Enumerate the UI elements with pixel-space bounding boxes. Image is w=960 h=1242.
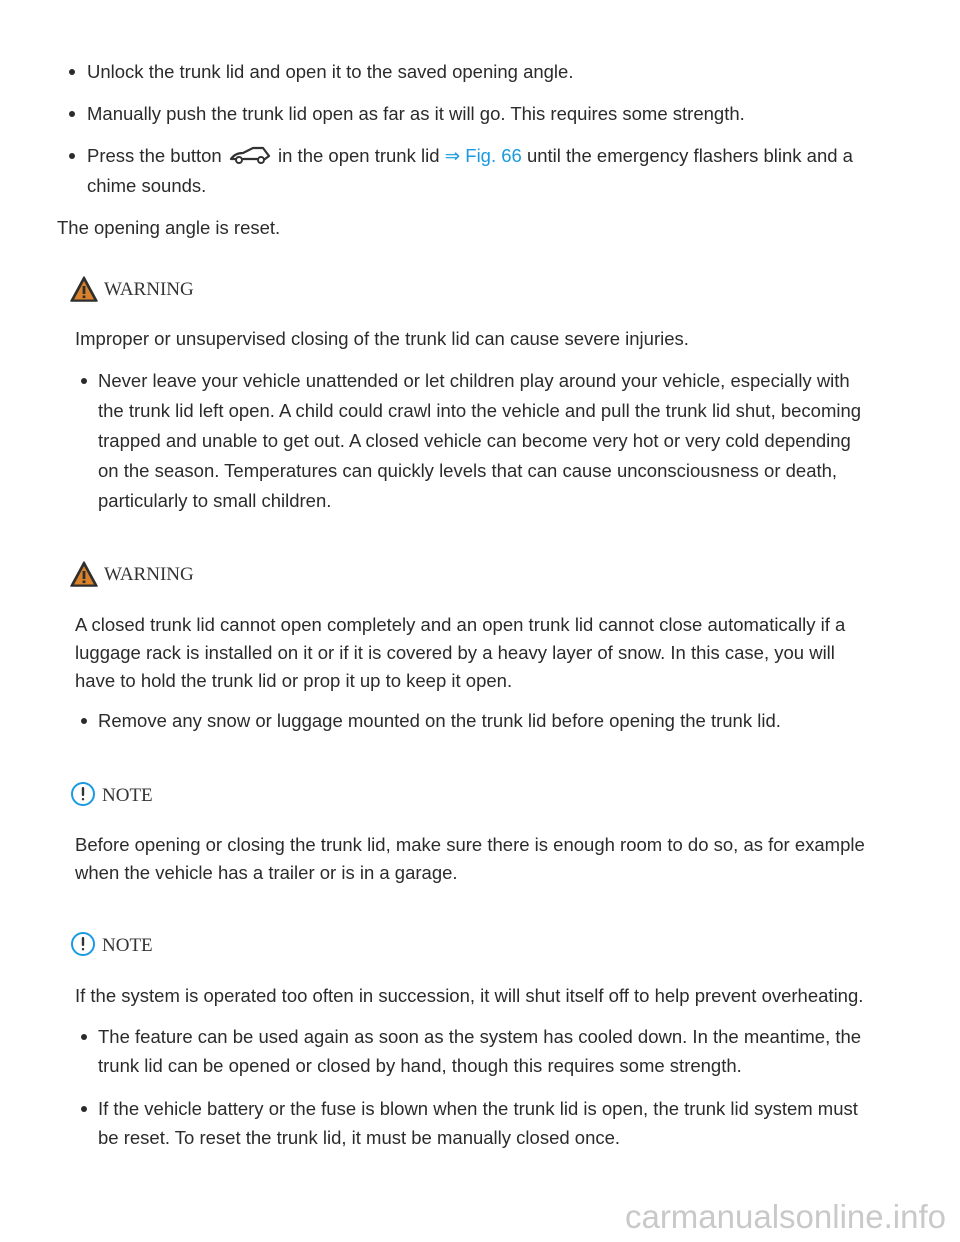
list-item: Unlock the trunk lid and open it to the saved opening angle. <box>87 61 574 82</box>
exclamation-circle-icon <box>70 931 96 962</box>
warning-text: Improper or unsupervised closing of the trunk lid can cause severe injuries. <box>75 328 689 349</box>
warning-heading: WARNING <box>104 279 194 300</box>
note-bullet-line: be reset. To reset the trunk lid, it must be manually closed once. <box>98 1127 621 1148</box>
note-text: If the system is operated too often in succession, it will shut itself off to help prevent overheating. <box>75 985 864 1006</box>
note-text: when the vehicle has a trailer or is in a garage. <box>75 862 458 883</box>
warning-bullet-line: trapped and unable to get out. A closed vehicle can become very hot or very cold depending <box>98 430 851 451</box>
bullet-dot <box>81 1106 87 1112</box>
bullet-dot <box>81 378 87 384</box>
warning-triangle-icon <box>70 276 98 307</box>
list-item-text: until the emergency flashers blink and a <box>526 145 853 166</box>
warning-bullet-line: on the season. Temperatures can quickly levels that can cause unconsciousness or death, <box>98 460 838 481</box>
car-trunk-icon <box>229 145 271 165</box>
warning-triangle-icon <box>70 561 98 592</box>
warning-bullet-line: the trunk lid left open. A child could crawl into the vehicle and pull the trunk lid shut, becoming <box>98 400 862 421</box>
warning-bullet-line: Remove any snow or luggage mounted on the trunk lid before opening the trunk lid. <box>98 710 781 731</box>
note-bullet-line: If the vehicle battery or the fuse is blown when the trunk lid is open, the trunk lid system must <box>98 1098 858 1119</box>
exclamation-circle-icon <box>70 781 96 812</box>
bullet-dot <box>81 1034 87 1040</box>
figure-link[interactable]: ⇒ Fig. 66 <box>444 145 522 166</box>
note-text: Before opening or closing the trunk lid, make sure there is enough room to do so, as for example <box>75 834 865 855</box>
warning-bullet-line: Never leave your vehicle unattended or let children play around your vehicle, especially with <box>98 370 850 391</box>
bullet-dot <box>69 69 75 75</box>
list-item-continuation: chime sounds. <box>87 175 207 196</box>
bullet-dot <box>69 111 75 117</box>
list-item: Manually push the trunk lid open as far as it will go. This requires some strength. <box>87 103 745 124</box>
bullet-dot <box>81 718 87 724</box>
warning-bullet-line: particularly to small children. <box>98 490 332 511</box>
note-bullet-line: The feature can be used again as soon as the system has cooled down. In the meantime, the <box>98 1026 862 1047</box>
watermark: carmanualsonline.info <box>624 1198 946 1235</box>
warning-text: luggage rack is installed on it or if it is covered by a heavy layer of snow. In this case, you will <box>75 642 835 663</box>
note-heading: NOTE <box>102 785 153 806</box>
list-item <box>87 145 853 167</box>
note-bullet-line: trunk lid can be opened or closed by hand, though this requires some strength. <box>98 1055 742 1076</box>
warning-text: A closed trunk lid cannot open completely and an open trunk lid cannot close automatically if a <box>75 614 846 635</box>
bullet-dot <box>69 153 75 159</box>
warning-text: have to hold the trunk lid or prop it up to keep it open. <box>75 670 513 691</box>
warning-heading: WARNING <box>104 564 194 585</box>
note-heading: NOTE <box>102 935 153 956</box>
list-item-text: Press the button <box>87 145 222 166</box>
list-item-text: in the open trunk lid <box>278 145 440 166</box>
paragraph: The opening angle is reset. <box>57 217 281 238</box>
